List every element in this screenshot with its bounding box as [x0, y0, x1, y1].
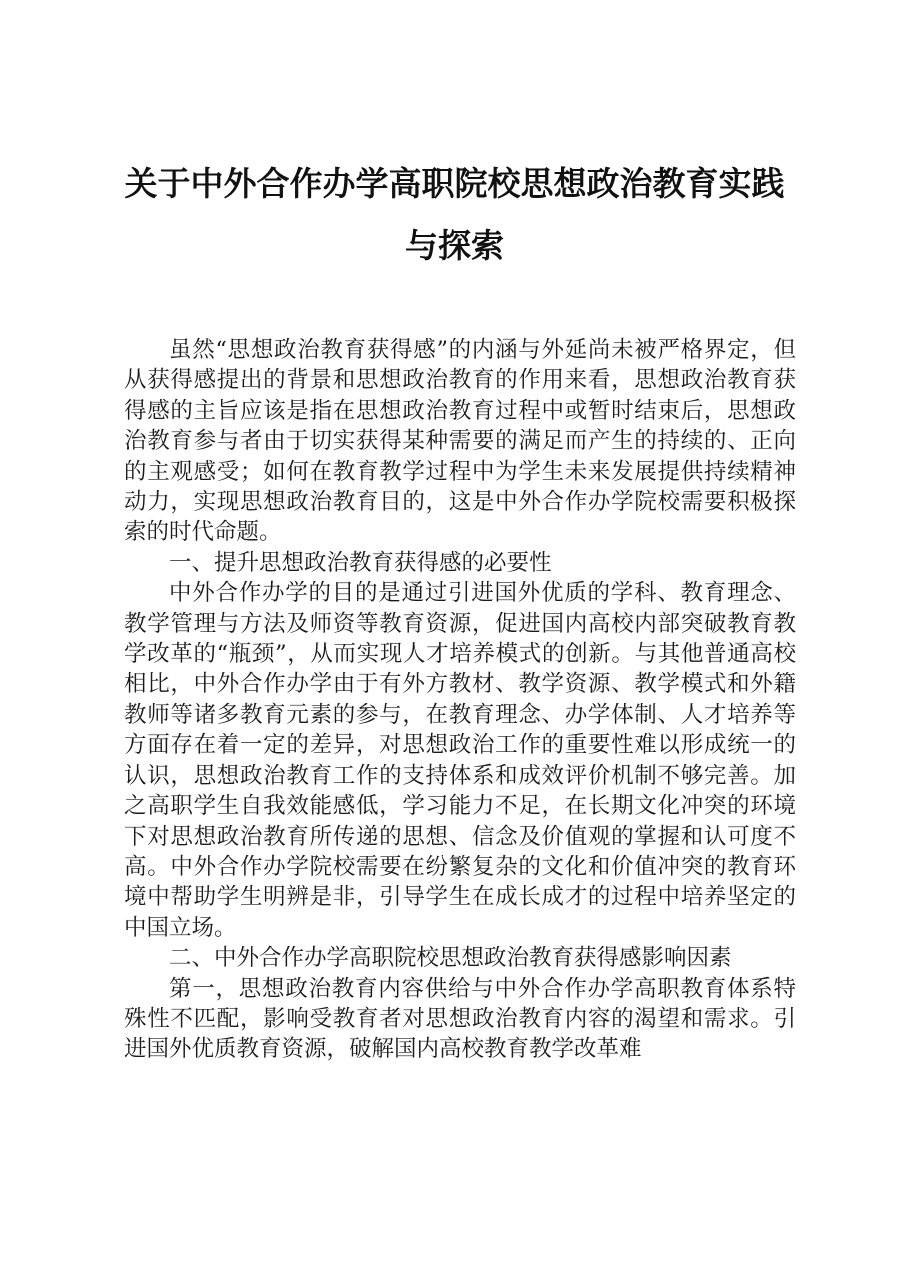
section-heading-1: 一、提升思想政治教育获得感的必要性	[169, 549, 552, 576]
document-body	[124, 335, 796, 1065]
paragraph-intro: 虽然“思想政治教育获得感”的内涵与外延尚未被严格界定，但从获得感提出的背景和思想政治教育的作用来看，思想政治教育获得感的主旨应该是指在思想政治教育过程中或暂时结束后，思想政治教育参与者由于切实获得某种需要的满足而产生的持续的、正向的主观感受；如何在教育教学过程中为学生未来发展提供持续精神动力，实现思想政治教育目的，这是中外合作办学院校需要积极探索的时代命题。	[124, 337, 796, 546]
section-heading-2: 二、中外合作办学高职院校思想政治教育获得感影响因素	[169, 945, 732, 972]
document-title-line-1: 关于中外合作办学高职院校思想政治教育实践	[124, 164, 785, 203]
document-title-line-2: 与探索	[405, 226, 504, 265]
paragraph-first-factor: 第一，思想政治教育内容供给与中外合作办学高职教育体系特殊性不匹配，影响受教育者对思想政治教育内容的渴望和需求。引进国外优质教育资源，破解国内高校教育教学改革难	[124, 975, 796, 1063]
paragraph-necessity: 中外合作办学的目的是通过引进国外优质的学科、教育理念、教学管理与方法及师资等教育资源，促进国内高校内部突破教育教学改革的“瓶颈”，从而实现人才培养模式的创新。与其他普通高校相比，中外合作办学由于有外方教材、教学资源、教学模式和外籍教师等诸多教育元素的参与，在教育理念、办学体制、人才培养等方面存在着一定的差异，对思想政治工作的重要性难以形成统一的认识，思想政治教育工作的支持体系和成效评价机制不够完善。加之高职学生自我效能感低，学习能力不足，在长期文化冲突的环境下对思想政治教育所传递的思想、信念及价值观的掌握和认可度不高。中外合作办学院校需要在纷繁复杂的文化和价值冲突的教育环境中帮助学生明辨是非，引导学生在成长成才的过程中培养坚定的中国立场。	[124, 580, 796, 941]
